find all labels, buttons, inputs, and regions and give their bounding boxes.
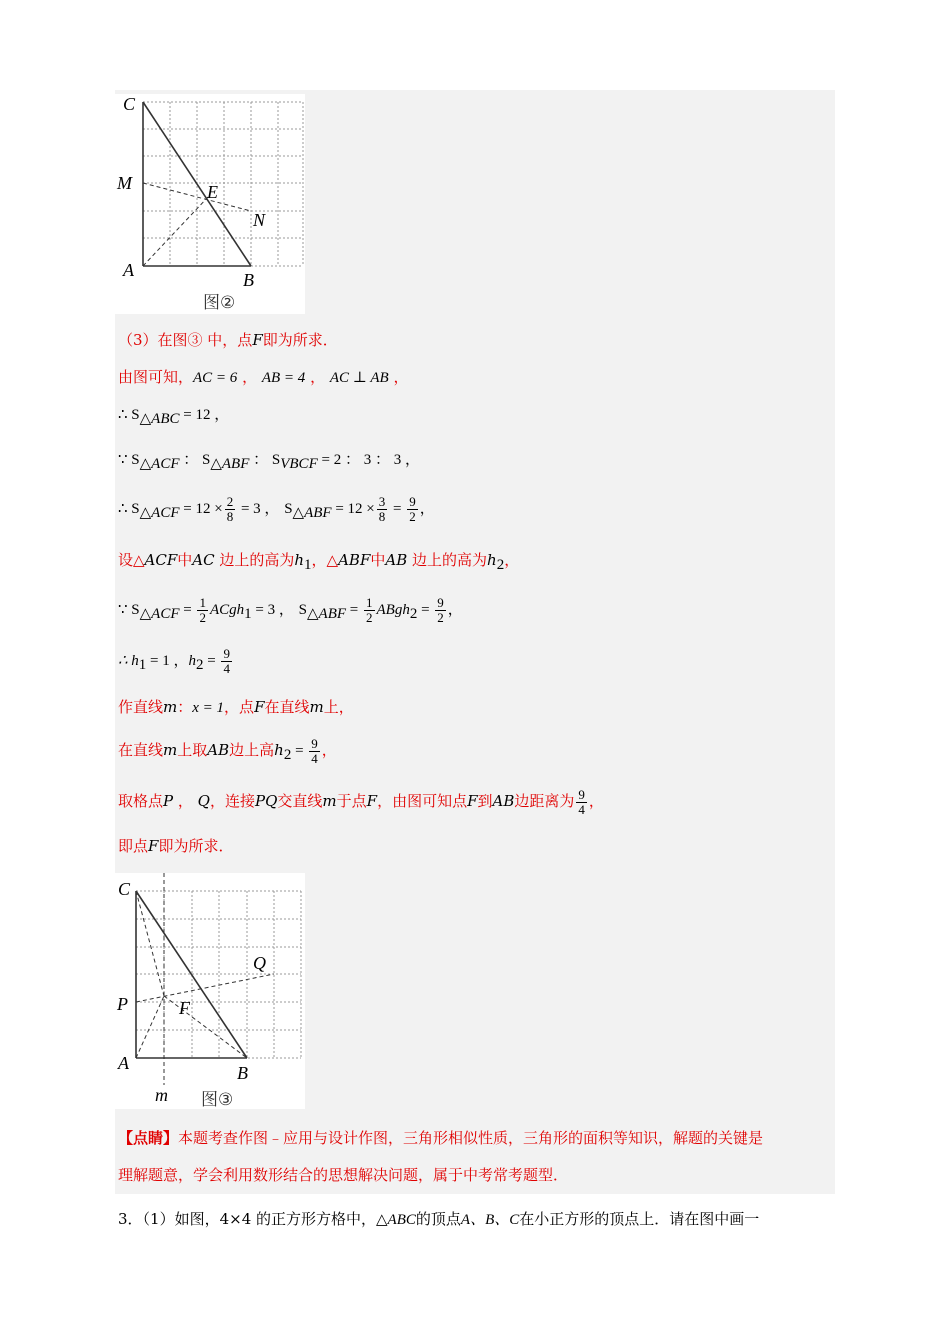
l11-a: 取格点 bbox=[118, 792, 164, 810]
l4-sub1: △ACF bbox=[139, 456, 180, 472]
l11-f2: F bbox=[467, 792, 478, 810]
l6-a: 设△ bbox=[118, 551, 145, 569]
l9-b: ： bbox=[177, 698, 193, 716]
label-e: E bbox=[207, 182, 218, 202]
l7-sub2: △ABF bbox=[307, 606, 347, 622]
comment-line-2 bbox=[118, 1165, 568, 1185]
l10-ab: AB bbox=[207, 741, 230, 759]
l11-p: P bbox=[163, 792, 174, 810]
l4-rest: = 2 ： 3 ： 3 ， bbox=[317, 452, 420, 468]
label-a: A bbox=[123, 260, 134, 280]
l1-text-a: （3）在图③ 中，点 bbox=[118, 331, 253, 349]
l2-perp: AC ⊥ AB bbox=[329, 370, 389, 386]
line-1 bbox=[118, 330, 338, 350]
l11-f-text: 到 bbox=[477, 792, 493, 810]
l6-d: ，△ bbox=[311, 551, 339, 569]
l6-c: 边上的高为 bbox=[214, 551, 295, 569]
l7-frac1: $\frac{1}{2}$ bbox=[199, 594, 206, 625]
l9-c: ，点 bbox=[224, 698, 255, 716]
l11-pq: PQ bbox=[254, 792, 278, 810]
l5-frac2: $\frac{3}{8}$ bbox=[378, 493, 386, 524]
line-12 bbox=[118, 836, 233, 856]
l9-f: F bbox=[254, 698, 265, 716]
l1-point-f: F bbox=[252, 331, 263, 349]
l7-eq1: = 3 ， bbox=[251, 602, 294, 618]
l4-s1: ∵ S bbox=[118, 452, 140, 468]
l3-sub: △ABC bbox=[139, 411, 180, 427]
l11-e: ，由图可知点 bbox=[377, 792, 468, 810]
comment-line-1 bbox=[118, 1128, 763, 1148]
figure-2-caption: 图② bbox=[203, 293, 236, 313]
l11-frac: $\frac{9}{4}$ bbox=[578, 786, 585, 817]
l11-b: ，连接 bbox=[209, 792, 255, 810]
label-c: C bbox=[123, 94, 136, 114]
l8-h1: ∴ h bbox=[118, 653, 139, 669]
comment-tag: 【点睛】 bbox=[118, 1129, 179, 1147]
l5-eq1b: = 3 ， bbox=[237, 501, 280, 517]
l2-ac: AC = 6 bbox=[193, 370, 238, 386]
line-3 bbox=[118, 404, 229, 429]
figure-3 bbox=[115, 873, 305, 1109]
label-n: N bbox=[253, 210, 266, 230]
l6-h1: h bbox=[294, 551, 305, 569]
grid-lines-3 bbox=[136, 891, 301, 1058]
l3-s: ∴ S bbox=[118, 407, 140, 423]
l6-acf: ACF bbox=[144, 551, 178, 569]
l7-frac2: $\frac{1}{2}$ bbox=[366, 594, 373, 625]
line-10: 在直线m上取AB边上高$h_2$ = $\frac{9}{4}$ ， bbox=[118, 735, 337, 766]
l12-a: 即点 bbox=[118, 837, 149, 855]
l5-s: ∴ S bbox=[118, 501, 140, 517]
figure-3-caption: 图③ bbox=[201, 1090, 234, 1109]
l6-abf: ABF bbox=[338, 551, 371, 569]
l7-sub1: △ACF bbox=[139, 606, 180, 622]
l11-ab: AB bbox=[492, 792, 515, 810]
l6-e: 中 bbox=[370, 551, 386, 569]
l6-f: 边上的高为 bbox=[407, 551, 488, 569]
l7-frac3: $\frac{9}{2}$ bbox=[437, 594, 444, 625]
label-c-3: C bbox=[118, 879, 131, 899]
l5-sub1: △ACF bbox=[139, 505, 180, 521]
l11-m: m bbox=[322, 792, 337, 810]
l11-q: Q bbox=[197, 792, 210, 810]
line-6: 设△ACF中AC 边上的高为$h_1$，△ABF中AB 边上的高为$h_2$， bbox=[118, 551, 520, 573]
l10-c: 边上高 bbox=[229, 741, 275, 759]
q3-rest: 在小正方形的顶点上．请在图中画一 bbox=[519, 1210, 760, 1228]
label-m: M bbox=[117, 173, 132, 193]
l10-m: m bbox=[163, 741, 178, 759]
l12-b: 即为所求． bbox=[158, 837, 234, 855]
figure-2 bbox=[115, 94, 305, 314]
l10-h: h bbox=[274, 741, 284, 759]
label-m-3: m bbox=[155, 1085, 168, 1105]
l11-c: 交直线 bbox=[277, 792, 323, 810]
l4-sub2: △ABF bbox=[210, 456, 250, 472]
label-b-3: B bbox=[237, 1063, 248, 1083]
comment-text-2: 理解题意，学会利用数形结合的思想解决问题，属于中考常考题型． bbox=[118, 1166, 569, 1184]
l6-b: 中 bbox=[177, 551, 193, 569]
l9-m: m bbox=[163, 698, 178, 716]
l11-g: 边距离为 bbox=[514, 792, 575, 810]
line-2: 由图可知，AC = 6 ， AB = 4 ， AC ⊥ AB ， bbox=[118, 368, 409, 386]
label-b: B bbox=[243, 270, 254, 290]
l9-a: 作直线 bbox=[118, 698, 164, 716]
l4-sub3: VBCF bbox=[280, 456, 318, 472]
l7-s: ∵ S bbox=[118, 602, 140, 618]
q3-prefix: 3．（1）如图，4×4 的正方形方格中， bbox=[118, 1210, 377, 1228]
l8-eq1: = 1 ， bbox=[146, 653, 189, 669]
l9-e: 上， bbox=[323, 698, 354, 716]
l5-eq2: = 12 × bbox=[331, 501, 375, 517]
l6-h2: h bbox=[487, 551, 497, 569]
l5-sub2: △ABF bbox=[292, 505, 332, 521]
figure-2-svg bbox=[115, 94, 305, 314]
l12-f: F bbox=[148, 837, 159, 855]
line-11: 取格点P ， Q，连接PQ交直线m于点F，由图可知点F到AB边距离为 $\frac{9}{4}$ ， bbox=[118, 786, 604, 817]
l5-frac1: $\frac{2}{8}$ bbox=[226, 493, 234, 524]
l7-mid2: ABgh bbox=[376, 602, 410, 618]
grid-lines bbox=[143, 102, 303, 266]
figure-3-svg bbox=[115, 873, 305, 1109]
line-5: ∴ $S_{\triangle ACF} = 12$ × $\frac{2}{8}$ = 3 ， $S_{\triangle ABF} = 12$ × $\frac{3}{8}$ = $\frac{9}{2}$ ， bbox=[118, 493, 435, 524]
l8-h2: h bbox=[188, 653, 197, 669]
label-f-3: F bbox=[179, 998, 190, 1018]
l9-d: 在直线 bbox=[264, 698, 310, 716]
label-q-3: Q bbox=[253, 953, 266, 973]
l10-a: 在直线 bbox=[118, 741, 164, 759]
l9-x: x = 1 bbox=[192, 700, 225, 716]
l7-mid1: ACgh bbox=[209, 602, 245, 618]
comment-text-1: 本题考查作图﹣应用与设计作图，三角形相似性质，三角形的面积等知识，解题的关键是 bbox=[178, 1129, 764, 1147]
l3-rest: = 12 ， bbox=[179, 407, 230, 423]
dashed-lines-3 bbox=[136, 873, 274, 1085]
label-p-3: P bbox=[117, 994, 128, 1014]
l2-text: 由图可知， bbox=[118, 368, 194, 386]
line-9: 作直线m：x = 1，点F在直线m上， bbox=[118, 698, 354, 716]
q3-triangle: △ABC bbox=[376, 1212, 416, 1228]
l2-ab: AB = 4 bbox=[261, 370, 306, 386]
question-3 bbox=[118, 1208, 759, 1229]
l1-text-b: 即为所求． bbox=[262, 331, 338, 349]
line-7: ∵ $S_{\triangle ACF}$ = $\frac{1}{2}$ ACgh$_1$ = 3 ， $S_{\triangle ABF}$ = $\frac{1}{2}$ ABgh$_2$ = $\frac{9}{2}$ ， bbox=[118, 594, 463, 625]
l11-f: F bbox=[366, 792, 378, 810]
line-8: ∴ $h_1 = 1$ ，$h_2$ = $\frac{9}{4}$ bbox=[118, 645, 230, 676]
label-a-3: A bbox=[118, 1053, 129, 1073]
l5-frac3: $\frac{9}{2}$ bbox=[409, 493, 416, 524]
l8-frac: $\frac{9}{4}$ bbox=[223, 645, 230, 676]
line-4: ∵ $S_{\triangle ACF}$ ： $S_{\triangle ABF}$ ： $S_{VBCF} = 2$ ： 3 ： 3 ， bbox=[118, 452, 420, 472]
l6-ab: AB bbox=[385, 551, 408, 569]
l11-d: 于点 bbox=[336, 792, 367, 810]
l10-b: 上取 bbox=[177, 741, 208, 759]
q3-mid: 的顶点 bbox=[415, 1210, 461, 1228]
l5-eq1: = 12 × bbox=[179, 501, 223, 517]
l10-frac: $\frac{9}{4}$ bbox=[311, 735, 318, 766]
l6-ac: AC bbox=[192, 551, 215, 569]
q3-points: A、B、C bbox=[460, 1212, 520, 1228]
